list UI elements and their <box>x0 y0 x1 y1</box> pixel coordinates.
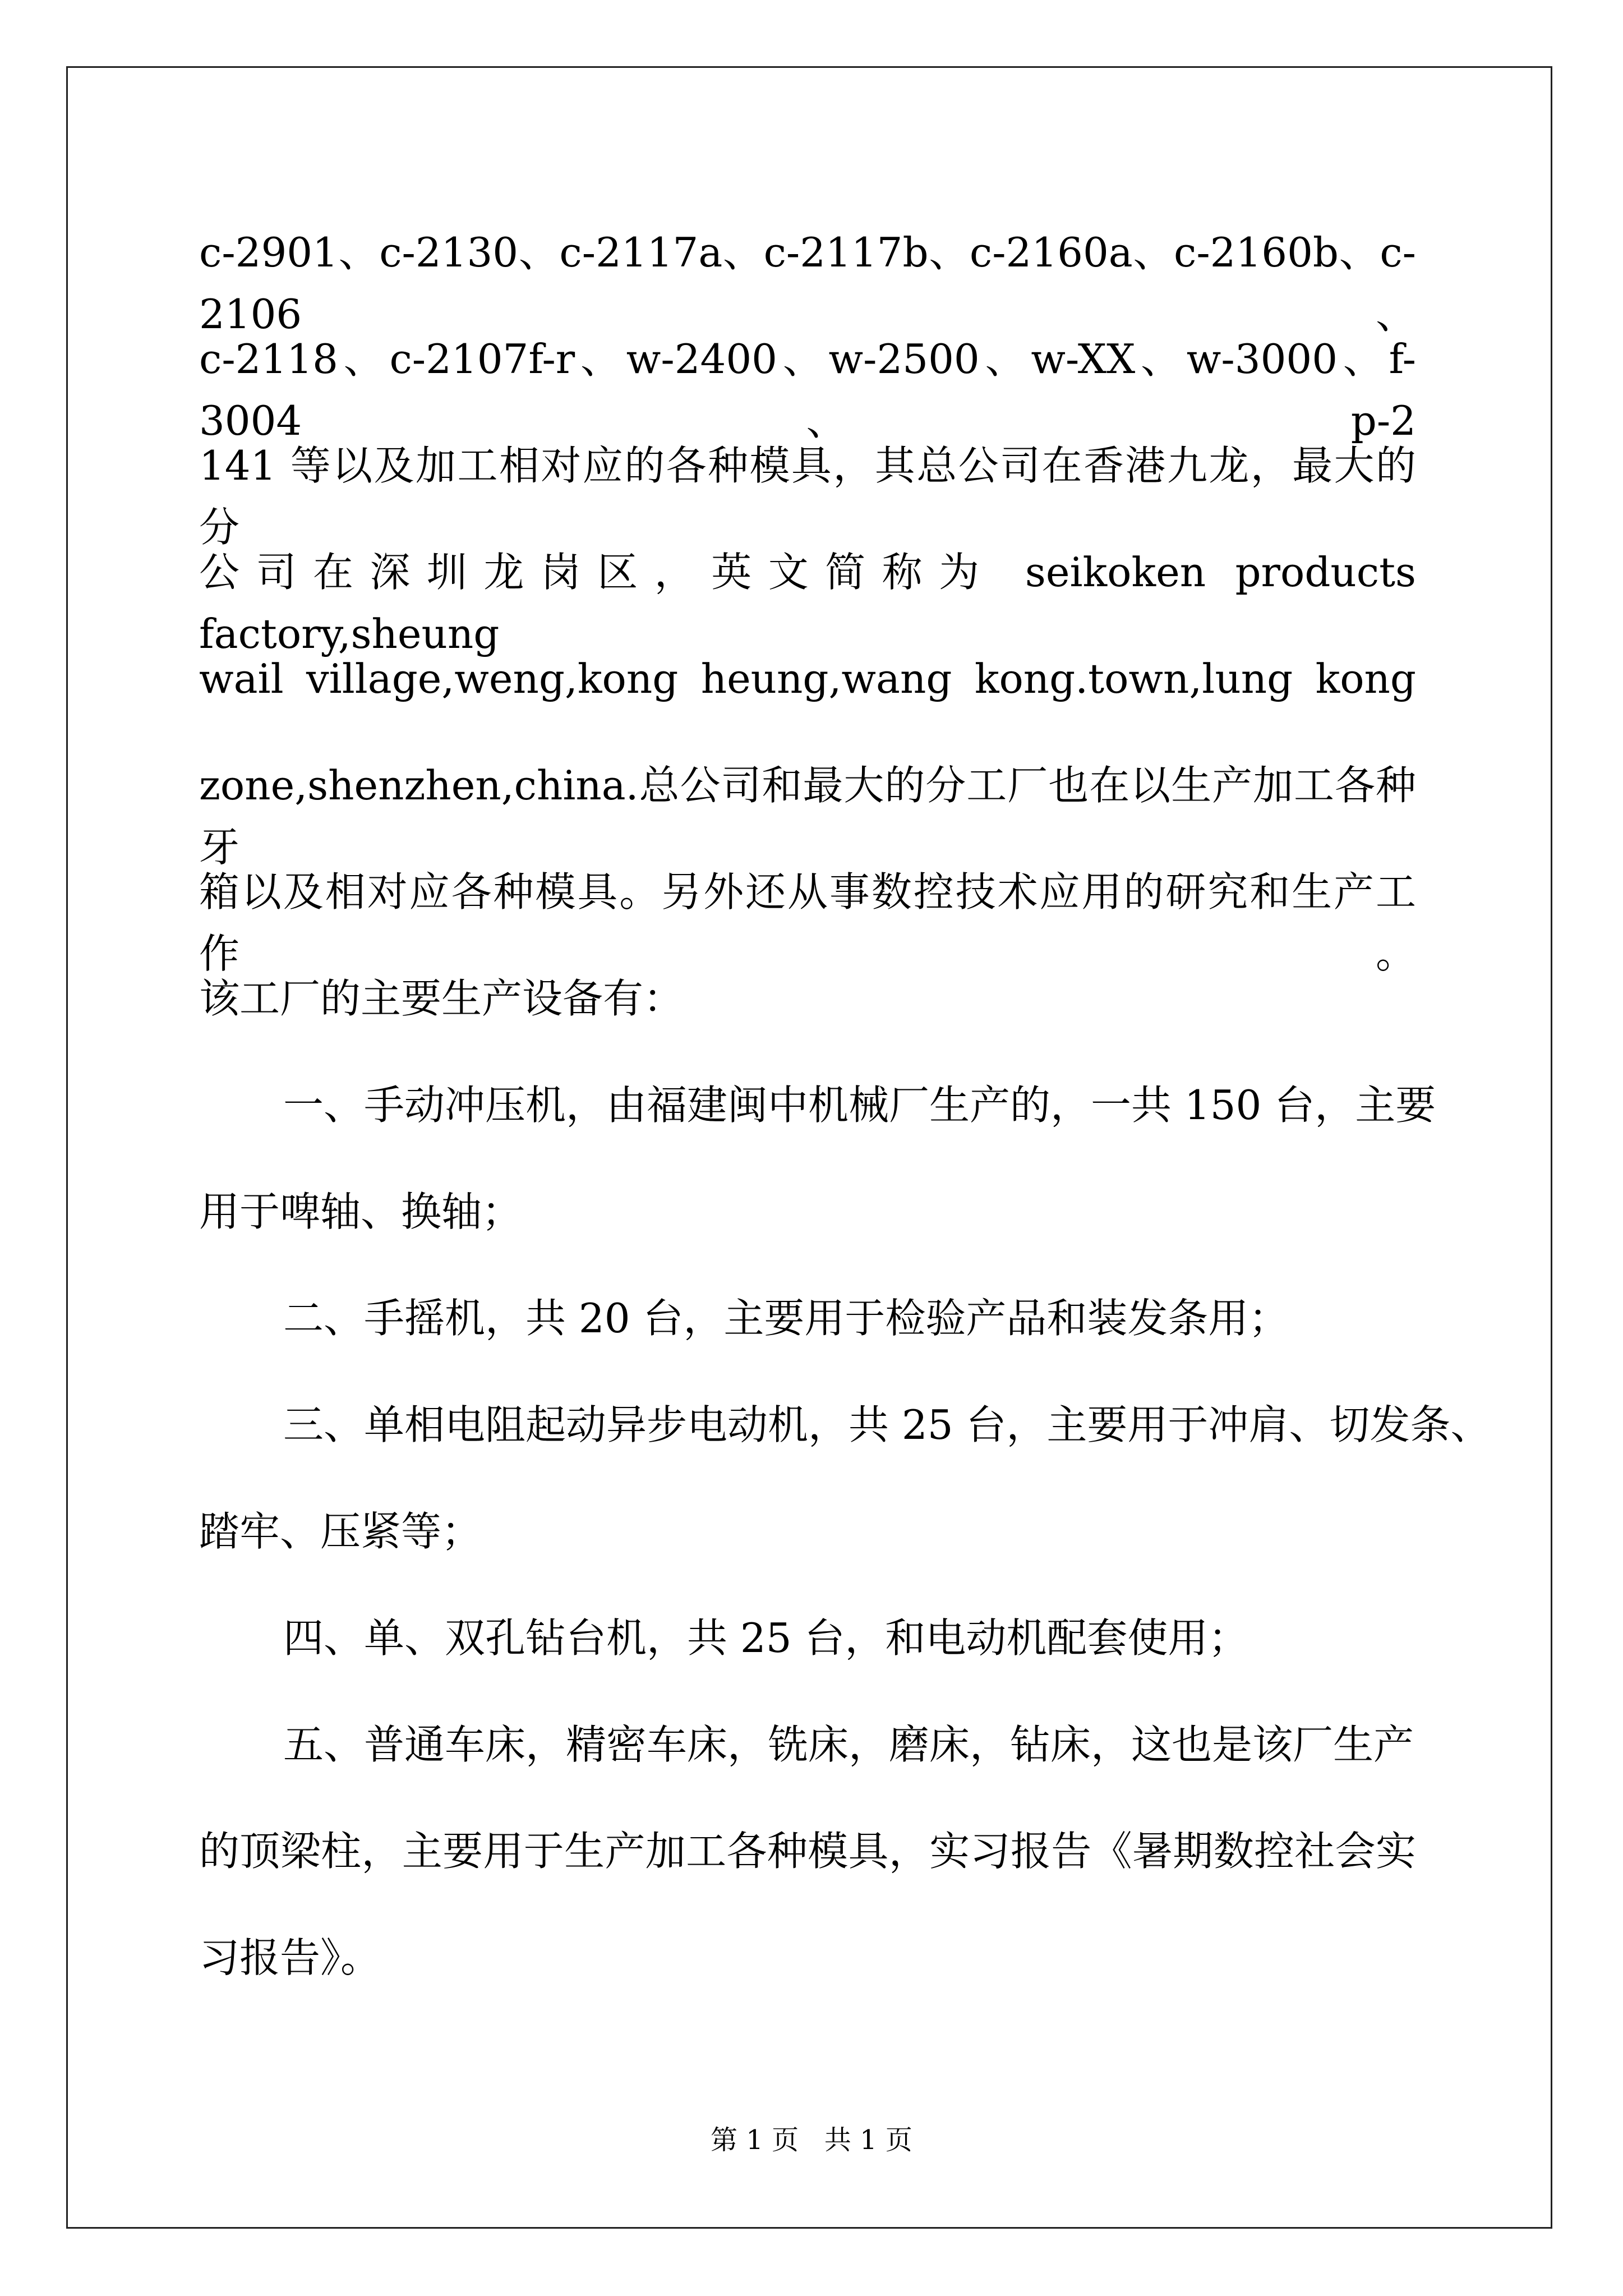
text-line: 的顶梁柱，主要用于生产加工各种模具，实习报告《暑期数控社会实 <box>199 1828 1416 1875</box>
text-line: 一、手动冲压机，由福建闽中机械厂生产的，一共 150 台，主要 <box>283 1082 1436 1129</box>
page-number: 第 1 页 共 1 页 <box>711 2124 912 2156</box>
text-line: zone,shenzhen,china.总公司和最大的分工厂也在以生产加工各种牙 <box>199 762 1416 871</box>
text-line: 公司在深圳龙岗区，英文简称为 seikoken products factory,sheung <box>199 549 1416 657</box>
text-line: 该工厂的主要生产设备有： <box>199 975 684 1022</box>
text-line: 习报告》。 <box>199 1934 381 1981</box>
page-footer <box>0 2123 1623 2157</box>
text-line: 箱以及相对应各种模具。另外还从事数控技术应用的研究和生产工作。 <box>199 868 1416 977</box>
text-line: 三、单相电阻起动异步电动机，共 25 台，主要用于冲肩、切发条、 <box>283 1401 1491 1448</box>
text-line: c-2901、c-2130、c-2117a、c-2117b、c-2160a、c-2160b、c-2106、 <box>199 229 1416 338</box>
text-line: c-2118、c-2107f-r、w-2400、w-2500、w-XX、w-3000、f-3004、p-2 <box>199 335 1416 444</box>
text-line: 141 等以及加工相对应的各种模具，其总公司在香港九龙，最大的分 <box>199 442 1416 551</box>
document-body <box>199 222 1491 2033</box>
text-line: 二、手摇机，共 20 台，主要用于检验产品和装发条用； <box>283 1295 1289 1342</box>
text-line: 踏牢、压紧等； <box>199 1508 482 1555</box>
text-line: wail village,weng,kong heung,wang kong.town,lung kong <box>199 655 1416 702</box>
text-line: 四、单、双孔钻台机，共 25 台，和电动机配套使用； <box>283 1614 1249 1662</box>
text-line: 五、普通车床，精密车床，铣床，磨床，钻床，这也是该厂生产 <box>283 1721 1414 1768</box>
text-line: 用于啤轴、换轴； <box>199 1188 523 1235</box>
